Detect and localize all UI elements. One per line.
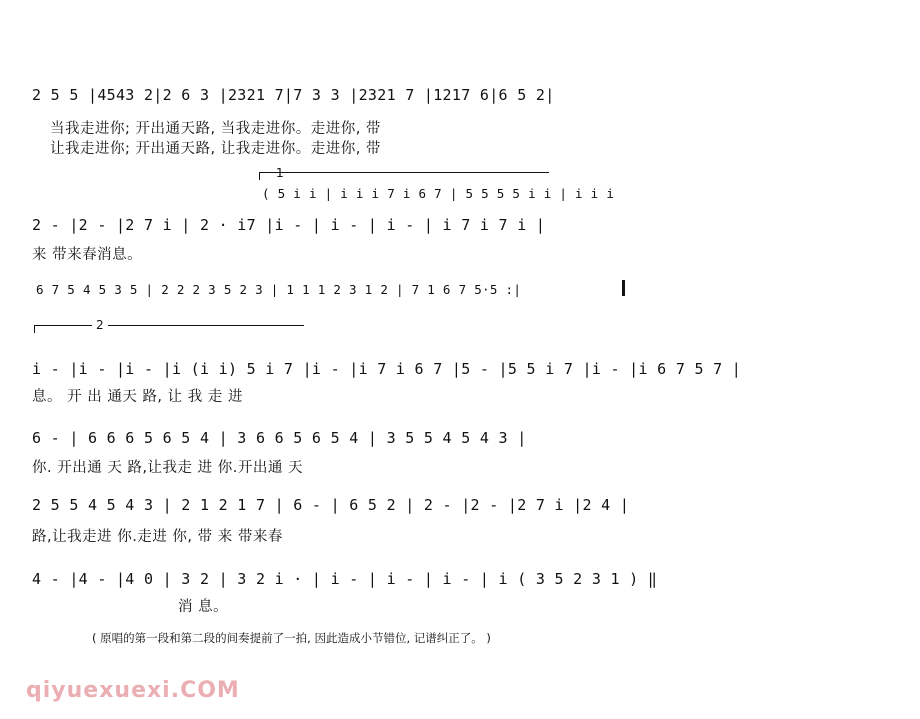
volta-1-interlude-notes: ( 5 i i | i i i 7 i 6 7 | 5 5 5 5 i i | i i i bbox=[262, 186, 615, 201]
repeat-barline bbox=[622, 280, 625, 296]
volta-2-bracket-tick bbox=[34, 325, 35, 333]
score-row-3-notes: 6 7 5 4 5 3 5 | 2 2 2 3 5 2 3 | 1 1 1 2 3 1 2 | 7 1 6 7 5·5 :| bbox=[36, 282, 522, 297]
score-row-2-lyric: 来 带来春消息。 bbox=[32, 247, 143, 263]
score-row-7-notes: 4 - |4 - |4 0 | 3 2 | 3 2 i · | i - | i - | i - | i ( 3 5 2 3 1 ) ‖ bbox=[32, 570, 658, 588]
score-row-7-lyric: 消 息。 bbox=[178, 599, 229, 615]
volta-1-label: 1 bbox=[276, 166, 284, 180]
score-row-5-notes: 6 - | 6 6 6 5 6 5 4 | 3 6 6 5 6 5 4 | 3 5 5 4 5 4 3 | bbox=[32, 429, 527, 447]
volta-1-bracket bbox=[259, 172, 549, 173]
volta-2-bracket bbox=[34, 325, 304, 326]
score-row-2-notes: 2 - |2 - |2 7 i | 2 · i7 |i - | i - | i - | i 7 i 7 i | bbox=[32, 216, 546, 234]
score-row-1-notes: 2 5 5 |4543 2|2 6 3 |2321 7|7 3 3 |2321 7 |1217 6|6 5 2| bbox=[32, 86, 555, 104]
site-watermark: qiyuexuexi.COM bbox=[26, 678, 240, 703]
volta-1-bracket-tick bbox=[259, 172, 260, 180]
volta-2-label: 2 bbox=[92, 318, 108, 332]
score-row-4-notes: i - |i - |i - |i (i i) 5 i 7 |i - |i 7 i 6 7 |5 - |5 5 i 7 |i - |i 6 7 5 7 | bbox=[32, 360, 742, 378]
score-row-1-lyric-1: 当我走进你; 开出通天路, 当我走进你。走进你, 带 bbox=[50, 121, 381, 137]
footnote: ( 原唱的第一段和第二段的间奏提前了一拍, 因此造成小节错位, 记谱纠正了。 ) bbox=[92, 631, 491, 645]
score-row-1-lyric-2: 让我走进你; 开出通天路, 让我走进你。走进你, 带 bbox=[50, 141, 381, 157]
score-row-6-notes: 2 5 5 4 5 4 3 | 2 1 2 1 7 | 6 - | 6 5 2 | 2 - |2 - |2 7 i |2 4 | bbox=[32, 496, 630, 514]
score-row-4-lyric: 息。 开 出 通天 路, 让 我 走 进 bbox=[32, 389, 243, 405]
score-row-5-lyric: 你. 开出通 天 路,让我走 进 你.开出通 天 bbox=[32, 460, 303, 476]
score-row-6-lyric: 路,让我走进 你.走进 你, 带 来 带来春 bbox=[32, 529, 283, 545]
